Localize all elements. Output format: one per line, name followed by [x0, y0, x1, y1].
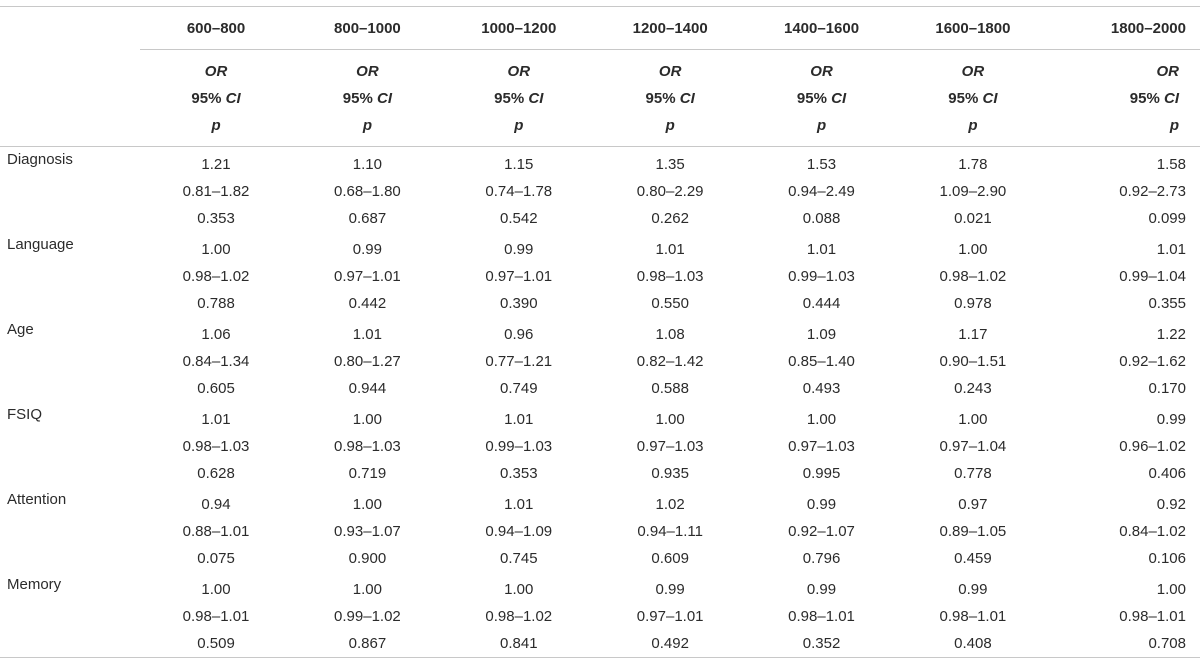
- or-value: 0.99: [806, 581, 837, 598]
- ci-value: 0.80–2.29: [636, 183, 704, 200]
- p-value: 0.243: [954, 380, 992, 397]
- or-value: 0.99: [806, 496, 837, 513]
- p-value: 0.944: [348, 380, 387, 397]
- ci-value: 0.96–1.02: [1119, 438, 1186, 455]
- ci-abbrev: CI: [831, 89, 847, 107]
- table-row: [0, 402, 1200, 487]
- or-value: 1.21: [201, 156, 231, 173]
- or-value: 1.00: [958, 411, 988, 428]
- p-value: 0.509: [197, 635, 235, 652]
- p-value: 0.788: [197, 295, 235, 312]
- table-cell: [140, 317, 291, 402]
- ci-value: 0.94–2.49: [788, 183, 855, 200]
- table-cell: [140, 487, 291, 572]
- or-label: OR: [1156, 62, 1179, 80]
- ci-value: 0.98–1.02: [485, 608, 553, 625]
- ci-value: 0.98–1.03: [636, 268, 704, 285]
- p-value: 0.353: [500, 465, 538, 482]
- ci-value: 0.98–1.01: [182, 608, 250, 625]
- or-value: 1.09: [806, 326, 837, 343]
- or-value: 1.58: [1156, 156, 1186, 173]
- p-label: p: [816, 116, 827, 134]
- table-row: [0, 232, 1200, 317]
- table-cell: [897, 317, 1048, 402]
- or-label: OR: [204, 62, 228, 80]
- ci-value: 0.97–1.03: [788, 438, 855, 455]
- p-value: 0.442: [348, 295, 387, 312]
- ci-value: 0.98–1.01: [1119, 608, 1186, 625]
- or-value: 1.01: [806, 241, 837, 258]
- ci-prefix: 95%: [1129, 89, 1160, 107]
- table-cell: [746, 232, 897, 317]
- or-label: OR: [961, 62, 985, 80]
- ci-value: 0.92–1.62: [1119, 353, 1186, 370]
- ci-value: 0.81–1.82: [182, 183, 250, 200]
- p-value: 0.745: [500, 550, 538, 567]
- ci-value: 0.99–1.04: [1119, 268, 1186, 285]
- ci-label: [746, 85, 897, 112]
- table-cell: [897, 402, 1048, 487]
- p-value: 0.262: [651, 210, 689, 227]
- ci-abbrev: CI: [225, 89, 241, 107]
- p-label: p: [362, 116, 372, 134]
- p-label: p: [211, 116, 221, 134]
- p-value: 0.170: [1148, 380, 1186, 397]
- p-label: p: [968, 116, 978, 134]
- p-value: 0.493: [802, 380, 841, 397]
- ci-value: 0.94–1.09: [485, 523, 553, 540]
- variable-name: Diagnosis: [7, 151, 73, 168]
- p-value: 0.749: [500, 380, 538, 397]
- p-value: 0.867: [348, 635, 387, 652]
- ci-prefix: 95%: [948, 89, 979, 107]
- stat-header: [292, 50, 443, 147]
- range-header: 1600–1800: [897, 7, 1048, 50]
- table-cell: [292, 147, 443, 233]
- ci-value: 0.97–1.01: [636, 608, 704, 625]
- or-value: 1.00: [201, 581, 231, 598]
- p-value: 0.995: [802, 465, 841, 482]
- or-value: 1.00: [1156, 581, 1186, 598]
- ci-value: 0.85–1.40: [788, 353, 855, 370]
- range-header: 1400–1600: [746, 7, 897, 50]
- table-cell: [746, 402, 897, 487]
- variable-name: FSIQ: [7, 406, 43, 423]
- or-value: 0.99: [655, 581, 685, 598]
- p-value: 0.978: [954, 295, 992, 312]
- ci-prefix: 95%: [342, 89, 373, 107]
- or-value: 0.99: [504, 241, 534, 258]
- stat-corner-cell: [0, 50, 140, 147]
- ci-label: [292, 85, 443, 112]
- table-cell: [897, 232, 1048, 317]
- ci-value: 0.77–1.21: [485, 353, 553, 370]
- p-value: 0.021: [954, 210, 992, 227]
- table-cell: [292, 487, 443, 572]
- or-value: 1.00: [352, 496, 382, 513]
- ci-value: 0.80–1.27: [334, 353, 401, 370]
- or-value: 1.00: [958, 241, 988, 258]
- or-value: 1.01: [504, 496, 534, 513]
- or-value: 1.01: [1156, 241, 1186, 258]
- table-cell: [443, 487, 594, 572]
- ci-value: 0.92–1.07: [788, 523, 855, 540]
- ci-value: 0.88–1.01: [182, 523, 250, 540]
- table-cell: [746, 572, 897, 658]
- table-cell: [140, 402, 291, 487]
- variable-name: Age: [7, 321, 34, 338]
- ci-value: 0.99–1.03: [485, 438, 553, 455]
- or-value: 1.00: [655, 411, 685, 428]
- or-value: 1.01: [655, 241, 685, 258]
- ci-value: 0.98–1.03: [182, 438, 250, 455]
- p-value: 0.406: [1148, 465, 1186, 482]
- table-row: [0, 572, 1200, 658]
- ci-value: 0.99–1.03: [788, 268, 855, 285]
- ci-abbrev: CI: [982, 89, 998, 107]
- table-cell: [443, 402, 594, 487]
- table-cell: [1049, 402, 1200, 487]
- or-value: 0.99: [1156, 411, 1186, 428]
- table-cell: [443, 317, 594, 402]
- stat-header: [897, 50, 1048, 147]
- or-value: 1.00: [201, 241, 231, 258]
- p-label: p: [665, 116, 675, 134]
- table-cell: [292, 572, 443, 658]
- range-header: 1200–1400: [594, 7, 745, 50]
- p-value: 0.075: [197, 550, 235, 567]
- ci-prefix: 95%: [645, 89, 676, 107]
- ci-prefix: 95%: [191, 89, 222, 107]
- or-value: 1.35: [655, 156, 685, 173]
- table-cell: [1049, 572, 1200, 658]
- p-label: p: [514, 116, 524, 134]
- p-value: 0.352: [802, 635, 841, 652]
- or-value: 1.00: [806, 411, 837, 428]
- table-row: [0, 147, 1200, 233]
- table-cell: [746, 317, 897, 402]
- table-cell: [594, 232, 745, 317]
- table-cell: [594, 487, 745, 572]
- or-value: 0.96: [504, 326, 534, 343]
- stat-header: [1049, 50, 1200, 147]
- variable-name: Attention: [7, 491, 67, 508]
- p-value: 0.459: [954, 550, 992, 567]
- or-value: 1.01: [352, 326, 382, 343]
- table-cell: [746, 487, 897, 572]
- or-value: 1.02: [655, 496, 685, 513]
- table-cell: [140, 147, 291, 233]
- or-label: OR: [507, 62, 531, 80]
- ci-value: 0.97–1.03: [636, 438, 704, 455]
- or-value: 1.00: [352, 411, 382, 428]
- table-cell: [594, 147, 745, 233]
- p-value: 0.492: [651, 635, 689, 652]
- ci-value: 0.98–1.02: [939, 268, 1007, 285]
- ci-value: 0.93–1.07: [334, 523, 401, 540]
- variable-name: Language: [7, 236, 74, 253]
- range-header: 1800–2000: [1049, 7, 1200, 50]
- stat-header-row: [0, 50, 1200, 147]
- or-value: 0.99: [958, 581, 988, 598]
- table-row: [0, 487, 1200, 572]
- table-cell: [443, 147, 594, 233]
- table-cell: [594, 572, 745, 658]
- p-value: 0.687: [348, 210, 387, 227]
- p-value: 0.390: [500, 295, 538, 312]
- ci-value: 0.68–1.80: [334, 183, 401, 200]
- table-cell: [292, 317, 443, 402]
- ci-value: 0.97–1.01: [485, 268, 553, 285]
- table-body: [0, 147, 1200, 658]
- p-value: 0.444: [802, 295, 841, 312]
- or-value: 1.01: [201, 411, 231, 428]
- or-label: OR: [658, 62, 682, 80]
- table-cell: [897, 572, 1048, 658]
- ci-value: 0.82–1.42: [636, 353, 704, 370]
- or-value: 1.15: [504, 156, 534, 173]
- table-cell: [897, 147, 1048, 233]
- table-cell: [1049, 147, 1200, 233]
- table-cell: [1049, 317, 1200, 402]
- results-table: [0, 6, 1200, 658]
- or-value: 0.97: [958, 496, 988, 513]
- ci-label: [594, 85, 745, 112]
- p-value: 0.588: [651, 380, 689, 397]
- range-header: 600–800: [140, 7, 291, 50]
- table-cell: [140, 232, 291, 317]
- or-value: 1.17: [958, 326, 988, 343]
- ci-label: [897, 85, 1048, 112]
- table-row: [0, 317, 1200, 402]
- or-value: 1.06: [201, 326, 231, 343]
- p-value: 0.550: [651, 295, 689, 312]
- ci-value: 0.98–1.03: [334, 438, 401, 455]
- ci-abbrev: CI: [679, 89, 695, 107]
- table-cell: [897, 487, 1048, 572]
- stat-header: [443, 50, 594, 147]
- ci-prefix: 95%: [796, 89, 827, 107]
- or-label: OR: [356, 62, 379, 80]
- corner-cell: [0, 7, 140, 50]
- ci-prefix: 95%: [494, 89, 525, 107]
- or-value: 1.00: [504, 581, 534, 598]
- p-value: 0.609: [651, 550, 689, 567]
- p-value: 0.778: [954, 465, 992, 482]
- p-value: 0.088: [802, 210, 841, 227]
- table-cell: [443, 232, 594, 317]
- table-cell: [594, 317, 745, 402]
- table-cell: [140, 572, 291, 658]
- table-cell: [1049, 487, 1200, 572]
- stat-header: [140, 50, 291, 147]
- p-value: 0.719: [348, 465, 387, 482]
- range-header: 800–1000: [292, 7, 443, 50]
- or-value: 1.22: [1156, 326, 1186, 343]
- p-value: 0.542: [500, 210, 538, 227]
- ci-abbrev: CI: [528, 89, 544, 107]
- table-cell: [746, 147, 897, 233]
- ci-value: 0.84–1.02: [1119, 523, 1186, 540]
- p-value: 0.841: [500, 635, 538, 652]
- or-value: 1.10: [352, 156, 382, 173]
- stat-header: [746, 50, 897, 147]
- ci-value: 0.92–2.73: [1119, 183, 1186, 200]
- p-value: 0.099: [1148, 210, 1186, 227]
- table-cell: [443, 572, 594, 658]
- table-cell: [292, 402, 443, 487]
- p-value: 0.796: [802, 550, 841, 567]
- p-value: 0.355: [1148, 295, 1186, 312]
- ci-label: [1049, 85, 1179, 112]
- p-value: 0.353: [197, 210, 235, 227]
- ci-value: 1.09–2.90: [939, 183, 1007, 200]
- or-value: 1.08: [655, 326, 685, 343]
- range-header: 1000–1200: [443, 7, 594, 50]
- ci-value: 0.94–1.11: [637, 523, 703, 540]
- ci-value: 0.99–1.02: [334, 608, 401, 625]
- ci-abbrev: CI: [377, 89, 392, 107]
- ci-label: [140, 85, 291, 112]
- ci-label: [443, 85, 594, 112]
- ci-value: 0.84–1.34: [182, 353, 250, 370]
- range-header-row: [0, 7, 1200, 50]
- ci-value: 0.98–1.01: [788, 608, 855, 625]
- variable-name: Memory: [0, 572, 140, 658]
- or-value: 0.94: [201, 496, 231, 513]
- table-cell: [594, 402, 745, 487]
- or-value: 1.53: [806, 156, 837, 173]
- p-value: 0.605: [197, 380, 235, 397]
- ci-value: 0.89–1.05: [939, 523, 1007, 540]
- ci-value: 0.74–1.78: [485, 183, 553, 200]
- p-value: 0.708: [1148, 635, 1186, 652]
- table-cell: [292, 232, 443, 317]
- or-value: 1.78: [958, 156, 988, 173]
- stat-header: [594, 50, 745, 147]
- p-value: 0.900: [348, 550, 387, 567]
- or-label: OR: [810, 62, 833, 80]
- table-cell: [1049, 232, 1200, 317]
- p-label: p: [1169, 116, 1179, 134]
- p-value: 0.408: [954, 635, 992, 652]
- or-value: 0.92: [1156, 496, 1186, 513]
- ci-abbrev: CI: [1164, 89, 1179, 107]
- p-value: 0.628: [197, 465, 235, 482]
- p-value: 0.935: [651, 465, 689, 482]
- ci-value: 0.97–1.04: [939, 438, 1007, 455]
- or-value: 1.01: [504, 411, 534, 428]
- p-value: 0.106: [1148, 550, 1186, 567]
- ci-value: 0.98–1.01: [939, 608, 1007, 625]
- or-value: 0.99: [352, 241, 382, 258]
- ci-value: 0.98–1.02: [182, 268, 250, 285]
- ci-value: 0.90–1.51: [939, 353, 1007, 370]
- or-value: 1.00: [352, 581, 382, 598]
- ci-value: 0.97–1.01: [334, 268, 401, 285]
